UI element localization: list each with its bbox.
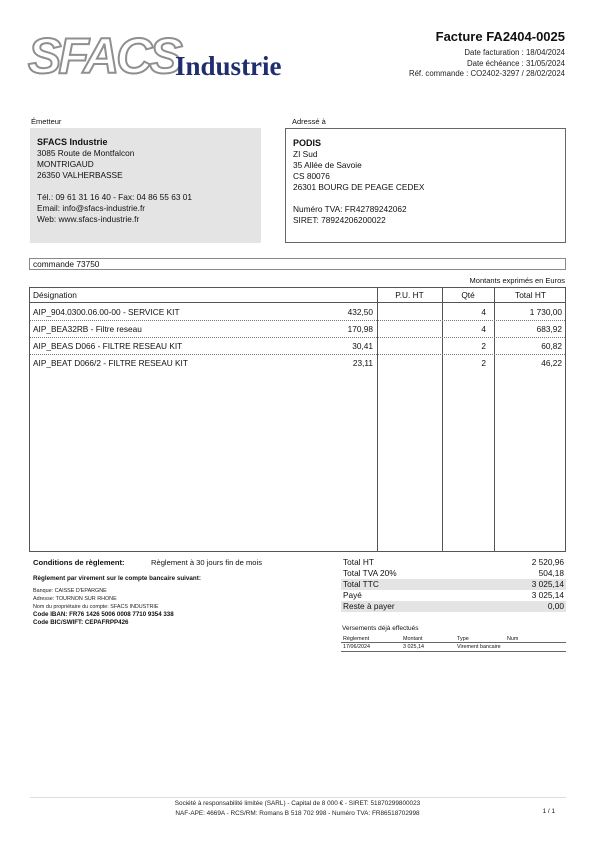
destinataire-tva: Numéro TVA: FR42789242062 [293, 204, 407, 214]
payments-header [341, 635, 566, 643]
footer-line-2: NAF-APE: 4669A - RCS/RM: Romans B 518 702 998 - Numéro TVA: FR86518702998 [175, 809, 420, 817]
payments-header-cell: Règlement [343, 636, 370, 642]
table-row [30, 355, 565, 372]
total-value: 0,00 [547, 601, 564, 611]
total-value: 3 025,14 [531, 579, 564, 589]
remaining-row [341, 601, 566, 612]
bank-details [33, 588, 174, 627]
total-value: 2 520,96 [531, 557, 564, 567]
bank-name: Banque: CAISSE D'EPARGNE [33, 588, 107, 594]
destinataire-label: Adressé à [292, 117, 326, 126]
account-owner: Nom du propriétaire du compte: SFACS INDUSTRIE [33, 603, 159, 610]
total-value: 504,18 [538, 568, 564, 578]
emetteur-name: SFACS Industrie [37, 137, 108, 147]
invoice-title: Facture FA2404-0025 [435, 29, 565, 44]
payment-amount: 3 025,14 [403, 644, 424, 650]
header-unit-price: P.U. HT [395, 290, 424, 300]
header-designation: Désignation [33, 290, 77, 300]
table-row [30, 321, 565, 338]
row-quantity: 2 [481, 358, 486, 368]
row-designation: AIP_BEAS D066 - FILTRE RESEAU KIT [33, 341, 183, 351]
destinataire-address-line: 26301 BOURG DE PEAGE CEDEX [293, 182, 425, 192]
destinataire-address-line: CS 80076 [293, 171, 330, 181]
bank-transfer-heading: Règlement par virement sur le compte bancaire suivant: [33, 575, 201, 582]
total-label: Total TTC [343, 579, 379, 589]
payment-conditions-value: Règlement à 30 jours fin de mois [151, 558, 263, 567]
row-total: 1 730,00 [529, 307, 562, 317]
emetteur-address-line: 26350 VALHERBASSE [37, 170, 123, 180]
total-ttc-row [341, 579, 566, 590]
emetteur-address-line: 3085 Route de Montfalcon [37, 148, 135, 158]
payment-conditions-label: Conditions de règlement: [33, 558, 125, 567]
invoice-date: Date facturation : 18/04/2024 [464, 48, 565, 57]
total-label: Payé [343, 590, 362, 600]
invoice-meta [409, 48, 565, 80]
destinataire-address-line: 35 Allée de Savoie [293, 160, 362, 170]
emetteur-address-line: MONTRIGAUD [37, 159, 94, 169]
legal-footer [0, 799, 595, 818]
payment-row [341, 643, 566, 652]
bic-swift: Code BIC/SWIFT: CEPAFRPP426 [33, 619, 129, 627]
row-quantity: 2 [481, 341, 486, 351]
row-designation: AIP_BEAT D066/2 - FILTRE RESEAU KIT [33, 358, 188, 368]
header-total-ht: Total HT [515, 290, 546, 300]
invoice-lines-table [29, 287, 566, 552]
row-unit-price: 23,11 [352, 358, 373, 368]
destinataire-siret: SIRET: 78924206200022 [293, 215, 386, 225]
total-label: Total HT [343, 557, 374, 567]
order-reference: Réf. commande : CO2402-3297 / 28/02/2024 [408, 69, 565, 78]
footer-divider [30, 797, 566, 798]
destinataire-box [285, 128, 566, 243]
row-total: 683,92 [536, 324, 562, 334]
emetteur-web: Web: www.sfacs-industrie.fr [37, 214, 140, 224]
row-total: 60,82 [541, 341, 562, 351]
row-total: 46,22 [541, 358, 562, 368]
total-label: Reste à payer [343, 601, 395, 611]
emetteur-label: Émetteur [31, 117, 62, 126]
page-number: 1 / 1 [542, 808, 555, 815]
company-logo [28, 28, 288, 84]
invoice-due-date: Date échéance : 31/05/2024 [467, 58, 565, 68]
total-ht-row [341, 557, 566, 568]
row-unit-price: 432,50 [347, 307, 373, 317]
payments-header-cell: Montant [403, 636, 423, 642]
destinataire-name: PODIS [293, 138, 322, 148]
payment-conditions [33, 558, 262, 568]
row-quantity: 4 [481, 307, 486, 317]
totals-block [341, 557, 566, 612]
table-row [30, 338, 565, 355]
commande-reference: commande 73750 [29, 258, 566, 270]
emetteur-box [30, 128, 261, 243]
logo-industrie-text: Industrie [175, 51, 282, 81]
bank-address: Adresse: TOURNON SUR RHONE [33, 595, 117, 602]
emetteur-email: Email: info@sfacs-industrie.fr [37, 203, 146, 213]
row-unit-price: 30,41 [352, 341, 373, 351]
paid-row [341, 590, 566, 601]
currency-note: Montants exprimés en Euros [469, 276, 565, 285]
row-designation: AIP_BEA32RB - Filtre reseau [33, 324, 142, 334]
payment-date: 17/06/2024 [343, 644, 370, 650]
row-designation: AIP_904.0300.06.00-00 - SERVICE KIT [33, 307, 180, 317]
payments-made-title: Versements déjà effectués [342, 625, 419, 632]
row-quantity: 4 [481, 324, 486, 334]
payments-made-table [341, 635, 566, 652]
total-label: Total TVA 20% [343, 568, 397, 578]
iban: Code IBAN: FR76 1426 5006 0008 7710 9354 338 [33, 611, 174, 619]
emetteur-phone: Tél.: 09 61 31 16 40 - Fax: 04 86 55 63 01 [37, 192, 192, 202]
payment-type: Virement bancaire [457, 644, 501, 650]
total-tva-row [341, 568, 566, 579]
destinataire-address-line: ZI Sud [293, 149, 318, 159]
row-unit-price: 170,98 [347, 324, 373, 334]
header-quantity: Qté [461, 290, 475, 300]
footer-line-1: Société à responsabilité limitée (SARL) - Capital de 8 000 € - SIRET: 51870299800023 [174, 800, 421, 807]
payments-header-cell: Type [457, 636, 469, 642]
payments-header-cell: Num [507, 636, 519, 642]
total-value: 3 025,14 [531, 590, 564, 600]
table-header [30, 288, 565, 303]
table-row [30, 304, 565, 321]
logo-brand-text: SFACS [28, 28, 180, 84]
